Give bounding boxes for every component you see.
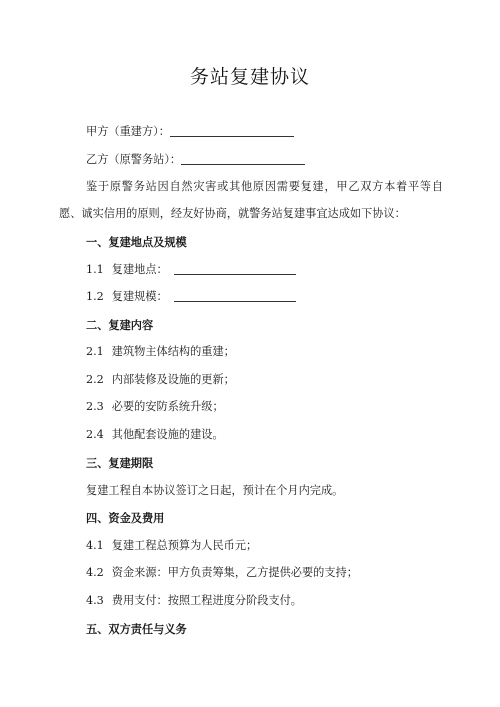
party-b-line [86,152,305,167]
scale-blank[interactable] [174,289,296,302]
item-1-2 [86,289,296,304]
intro-paragraph-line2: 愿、诚实信用的原则，经友好协商，就警务站复建事宜达成如下协议： [59,207,406,220]
item-text: 建筑物主体结构的重建； [111,345,235,358]
item-2-2 [86,373,235,387]
party-a-blank[interactable] [170,124,294,137]
item-text: 资金来源：甲方负责筹集，乙方提供必要的支持； [111,566,358,579]
item-text: 费用支付：按照工程进度分阶段支付。 [111,594,302,607]
item-number: 4.2 [86,566,104,579]
item-number: 2.3 [86,400,104,413]
item-number: 2.1 [86,345,104,358]
section-3-body: 复建工程自本协议签订之日起，预计在个月内完成。 [86,484,344,497]
item-number: 2.2 [86,373,104,386]
party-b-blank[interactable] [181,152,305,165]
item-4-3 [86,594,302,608]
section-4-heading: 四、资金及费用 [86,511,165,525]
section-5-heading: 五、双方责任与义务 [86,622,187,636]
item-number: 1.2 [86,290,104,303]
section-1-heading: 一、复建地点及规模 [86,235,187,249]
item-text: 复建规模： [111,290,168,303]
section-3-heading: 三、复建期限 [86,456,154,470]
item-4-1 [86,539,257,553]
item-text: 其他配套设施的建设。 [111,428,224,441]
item-1-1 [86,262,296,277]
party-b-label: 乙方（原警务站）： [86,153,182,166]
location-blank[interactable] [174,262,296,275]
item-number: 2.4 [86,428,104,441]
item-text: 复建工程总预算为人民币元； [111,539,258,552]
item-number: 4.3 [86,594,104,607]
item-number: 4.1 [86,539,104,552]
item-4-2 [86,566,358,580]
item-text: 复建地点： [111,263,168,276]
section-2-heading: 二、复建内容 [86,318,154,332]
item-2-3 [86,400,224,414]
intro-paragraph-line1: 鉴于原警务站因自然灾害或其他原因需要复建，甲乙双方本着平等自 [86,180,443,193]
item-text: 内部装修及设施的更新； [111,373,235,386]
party-a-line [86,124,294,139]
document-title: 务站复建协议 [189,66,310,88]
item-2-4 [86,428,224,442]
party-a-label: 甲方（重建方）： [86,125,170,138]
item-number: 1.1 [86,263,104,276]
item-text: 必要的安防系统升级； [111,400,224,413]
item-2-1 [86,345,235,359]
